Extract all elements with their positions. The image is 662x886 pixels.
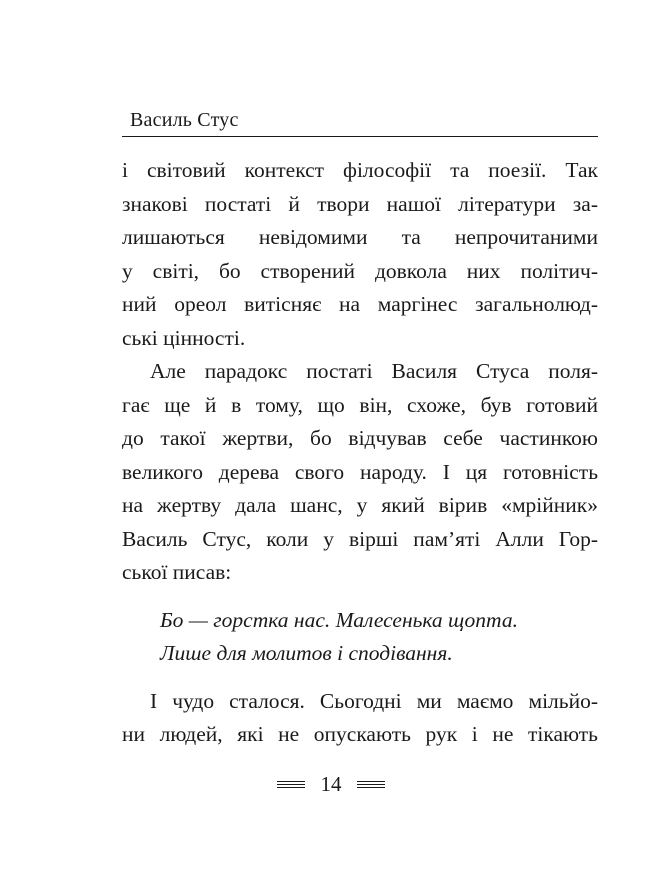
text-line: гає ще й в тому, що він, схоже, був готовий [122,392,598,417]
text-line: ської писав: [122,560,232,584]
text-line: ські цінності. [122,325,246,350]
running-title: Василь Стус [130,109,239,131]
verse-line: Лише для молитов і сподівання. [160,641,453,665]
page-body [122,154,598,752]
footer-ornament-right [357,779,385,790]
text-line: ни людей, які не опускають рук і не тікають [122,722,598,746]
running-header [122,108,598,137]
header-rule [122,136,598,137]
text-line: знакові постаті й твори нашої літератури за- [122,191,598,216]
text-line: і світовий контекст філософії та поезії. Так [122,158,598,182]
text-line: великого дерева свого народу. І ця готовність [122,459,598,484]
text-line: лишаються невідомими та непрочитаними [122,225,598,249]
page-footer [0,768,662,798]
text-line: ний ореол витісняє на маргінес загальнолюд- [122,292,598,316]
verse-line: Бо — горстка нас. Малесенька щопта. [160,607,518,632]
paragraph-start-line: І чудо сталося. Сьогодні ми маємо мільйо- [150,688,598,713]
text-line: у світі, бо створений довкола них політич- [122,258,598,283]
text-line: до такої жертви, бо відчував себе частинкою [122,426,598,450]
verse-quote [122,604,598,671]
text-line: Василь Стус, коли у вірші пам’яті Алли Гор- [122,526,598,551]
text-line: на жертву дала шанс, у який вірив «мрійник» [122,493,598,517]
footer-ornament-left [277,779,305,790]
page-number: 14 [320,772,342,797]
paragraph-start-line: Але парадокс постаті Василя Стуса поля- [150,359,598,383]
